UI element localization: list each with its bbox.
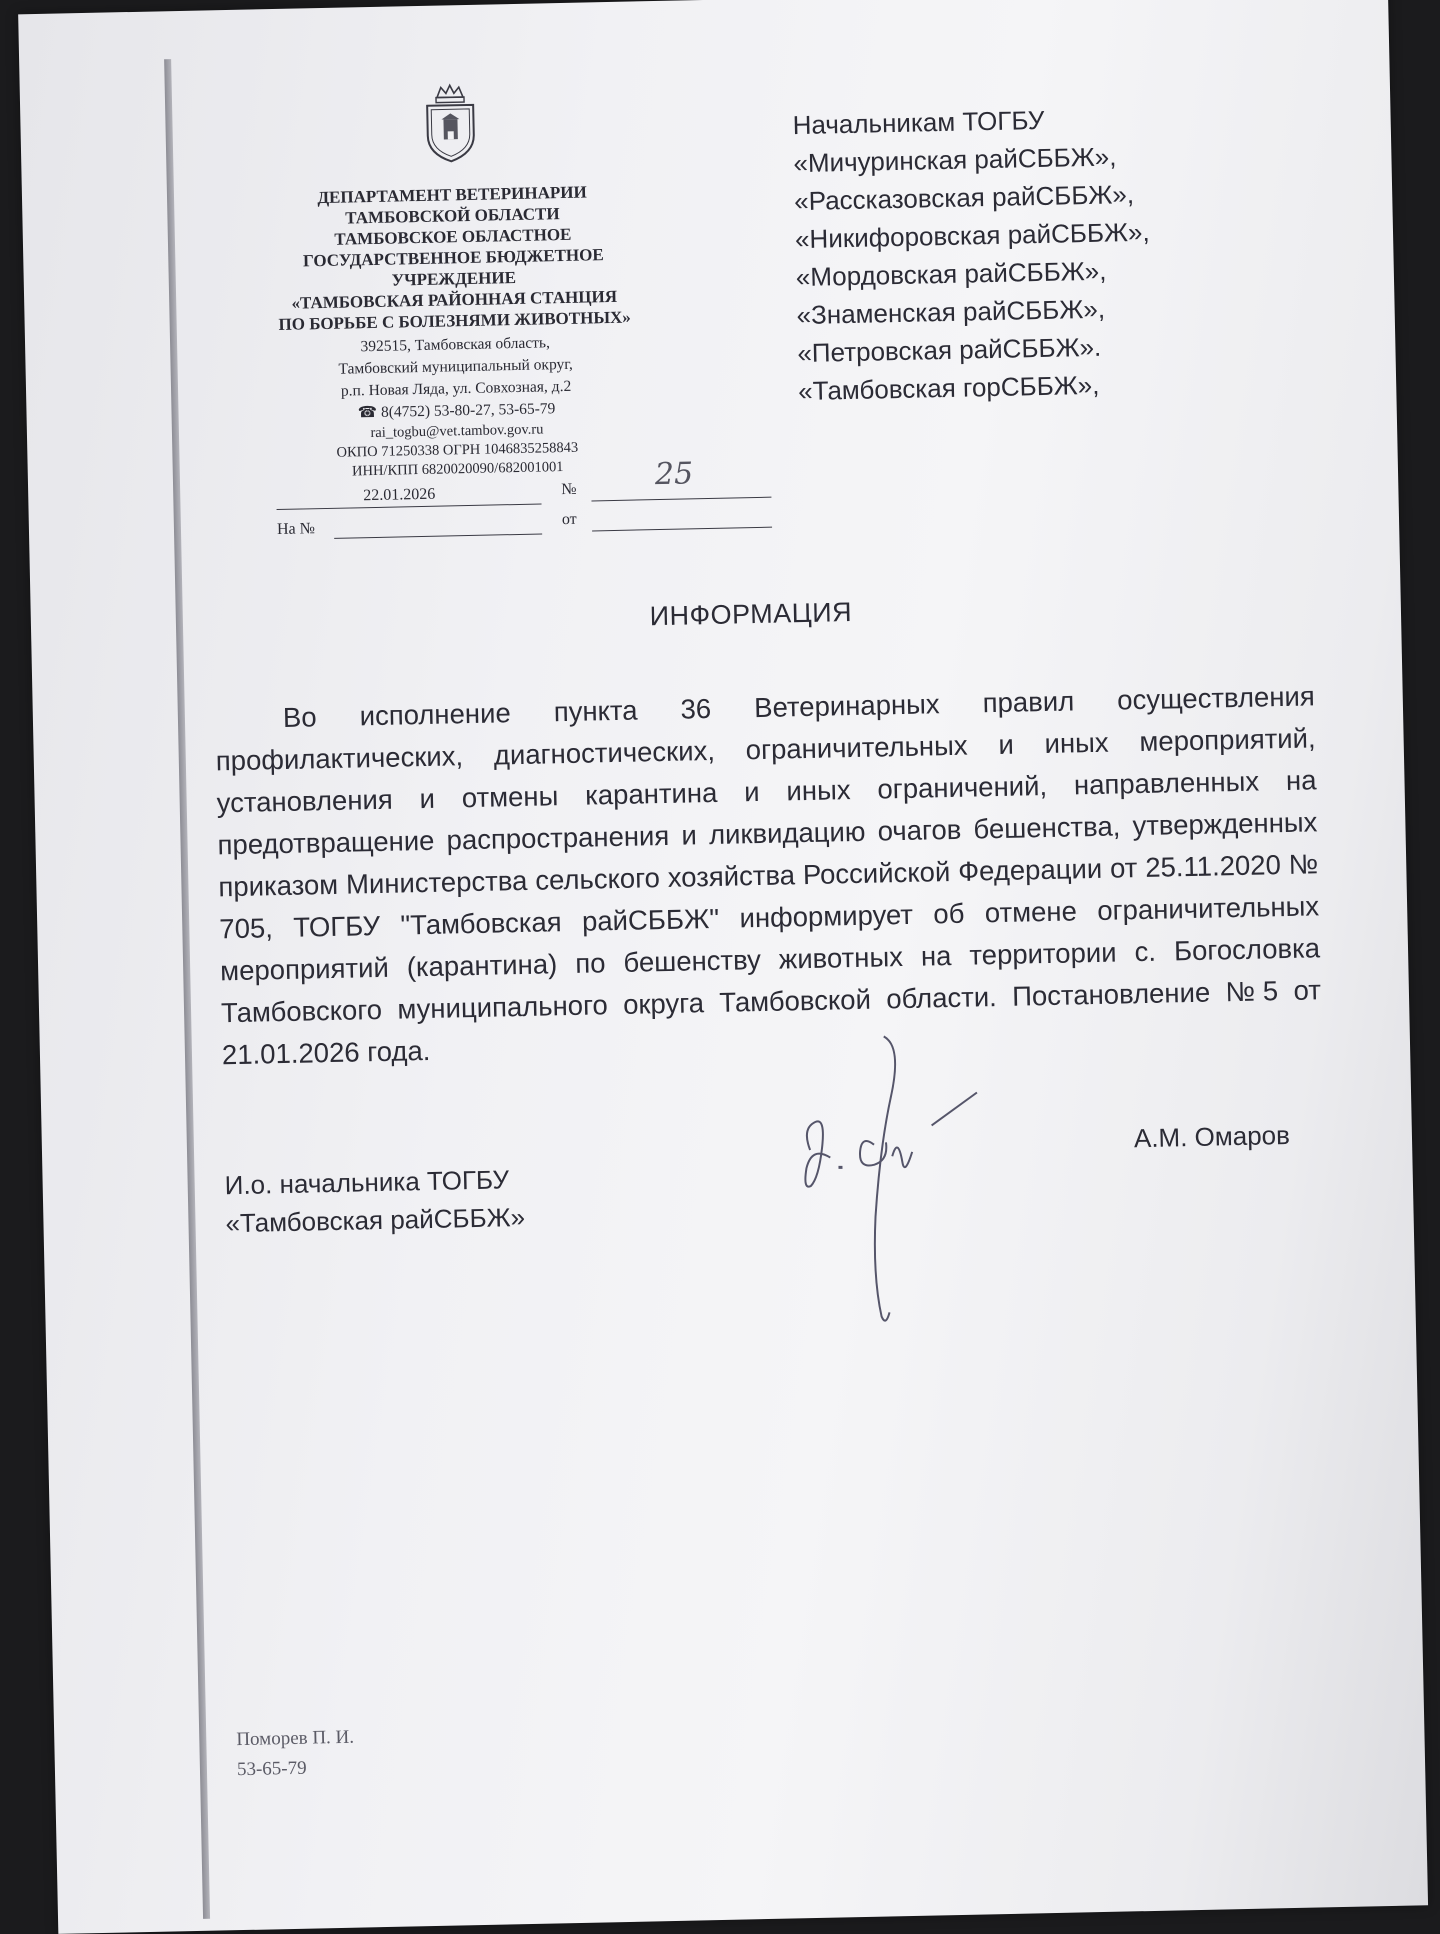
address-line: 392515, Тамбовская область,: [360, 334, 551, 356]
address-line: р.п. Новая Ляда, ул. Совхозная, д.2: [340, 377, 572, 400]
org-line: ГОСУДАРСТВЕННОЕ БЮДЖЕТНОЕ: [302, 245, 604, 271]
org-line: «ТАМБОВСКАЯ РАЙОННАЯ СТАНЦИЯ: [291, 286, 618, 313]
document-title: ИНФОРМАЦИЯ: [649, 597, 853, 632]
date-underline: [277, 503, 542, 510]
org-line: ДЕПАРТАМЕНТ ВЕТЕРИНАРИИ: [317, 182, 587, 208]
reply-label: На №: [276, 520, 316, 539]
reply-underline: [334, 533, 542, 538]
executor-footer: [236, 1723, 355, 1785]
signatory-position-line: «Тамбовская райСББЖ»: [225, 1201, 526, 1239]
org-name: [257, 180, 650, 335]
number-label: №: [561, 480, 577, 499]
org-address: [260, 330, 652, 426]
recipient-line: «Петровская райСББЖ».: [797, 331, 1102, 369]
inn-kpp-line: ИНН/КПП 6820020090/682001001: [351, 459, 564, 480]
handwritten-signature-icon: [779, 1014, 1016, 1339]
recipient-line: «Мичуринская райСББЖ»,: [793, 141, 1117, 179]
signatory-name: А.М. Омаров: [1133, 1119, 1291, 1154]
recipient-line: «Мордовская райСББЖ»,: [795, 255, 1107, 293]
recipient-line: «Тамбовская горСББЖ»,: [797, 369, 1100, 407]
org-line: ТАМБОВСКОЕ ОБЛАСТНОЕ: [334, 224, 572, 249]
coat-of-arms-icon: [419, 83, 483, 166]
org-line: УЧРЕЖДЕНИЕ: [391, 267, 517, 290]
phone-line: ☎ 8(4752) 53-80-27, 53-65-79: [357, 400, 556, 422]
from-label: от: [561, 510, 577, 529]
document-page: [18, 0, 1428, 1934]
recipient-line: «Рассказовская райСББЖ»,: [793, 179, 1135, 217]
org-line: ПО БОРЬБЕ С БОЛЕЗНЯМИ ЖИВОТНЫХ»: [278, 307, 631, 334]
executor-name: Поморев П. И.: [236, 1726, 355, 1751]
signatory-position: [224, 1160, 525, 1242]
email-line: rai_togbu@vet.tambov.gov.ru: [370, 421, 544, 442]
margin-line: [164, 59, 210, 1919]
address-line: Тамбовский муниципальный округ,: [338, 355, 573, 378]
signatory-position-line: И.о. начальника ТОГБУ: [224, 1164, 510, 1201]
org-line: ТАМБОВСКОЙ ОБЛАСТИ: [345, 204, 560, 228]
org-registry: [262, 418, 653, 483]
okpo-ogrn-line: ОКПО 71250338 ОГРН 1046835258843: [336, 439, 579, 461]
letterhead: [255, 79, 653, 483]
document-body: Во исполнение пункта 36 Ветеринарных правил осуществления профилактических, диагностических, ограничительных и иных мероприятий, установления и отмены карантина и иных ограничений, направленных на предотвращение распространения и ликвидацию очагов бешенства, утвержденных приказом Министерства сельского хозяйства Российской Федерации от 25.11.2020 № 705, ТОГБУ "Тамбовская райСББЖ" информирует об отмене ограничительных мероприятий (карантина) по бешенству животных на территории с. Богословка Тамбовского муниципального округа Тамбовской области. Постановление №5 от 21.01.2026 года.: [215, 680, 1322, 1071]
letter-number: 25: [654, 456, 694, 493]
recipient-line: «Знаменская райСББЖ»,: [796, 293, 1106, 331]
number-underline: [591, 497, 771, 502]
recipients-block: [792, 95, 1318, 410]
executor-phone: 53-65-79: [236, 1757, 307, 1781]
from-underline: [592, 527, 772, 532]
recipient-line: Начальникам ТОГБУ: [792, 104, 1045, 141]
letter-date: 22.01.2026: [363, 485, 436, 505]
recipient-line: «Никифоровская райСББЖ»,: [794, 216, 1150, 255]
